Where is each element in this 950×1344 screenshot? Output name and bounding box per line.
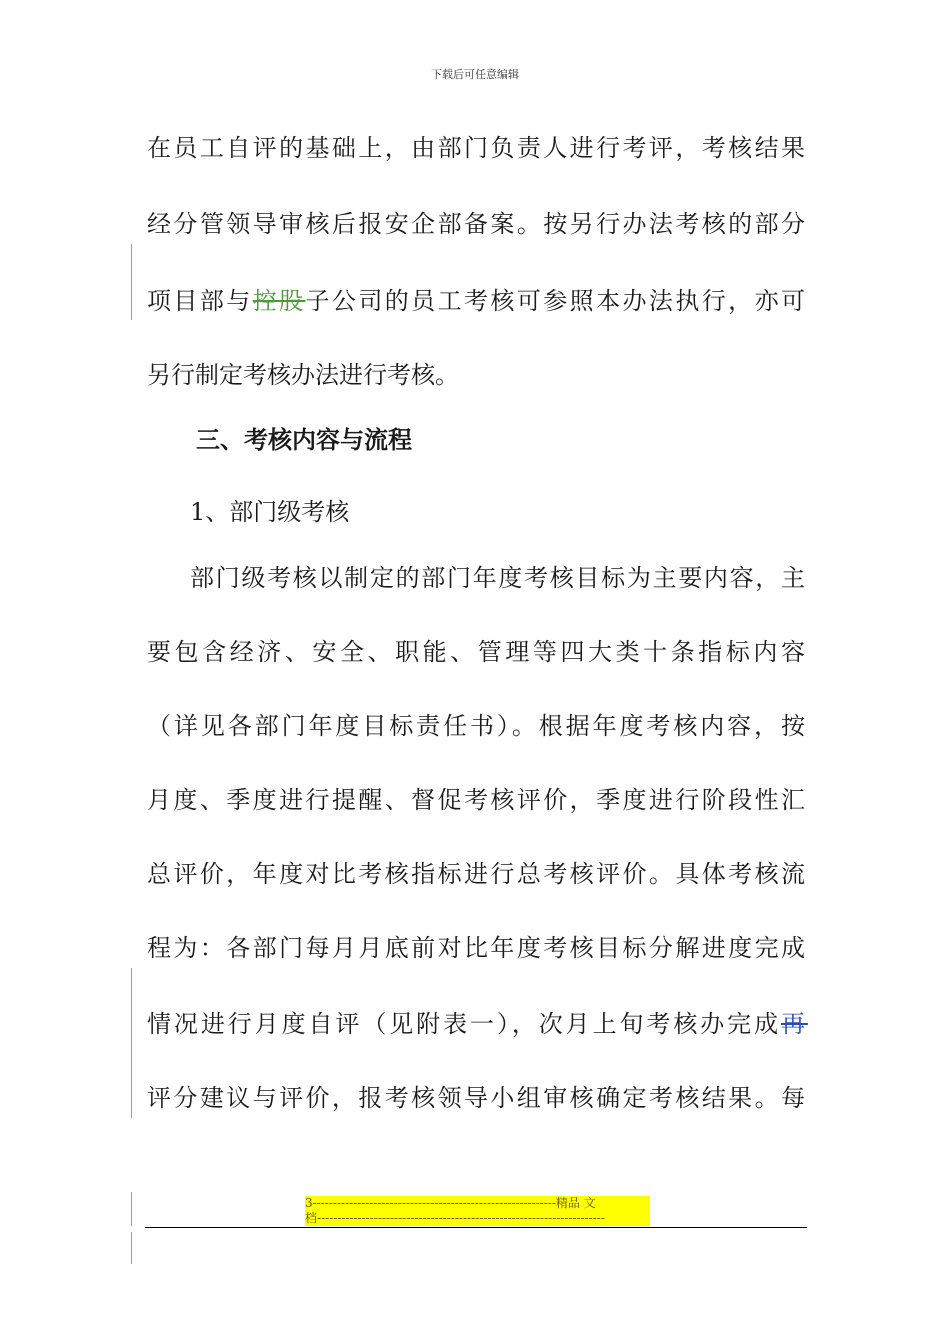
revision-bar [131,1192,132,1226]
paragraph-line: 评分建议与评价，报考核领导小组审核确定考核结果。每 [147,1084,808,1112]
revision-bar [131,244,132,320]
page-number: 3 [305,1196,313,1210]
paragraph-line: 经分管领导审核后报安企部备案。按另行办法考核的部分 [147,210,808,238]
subheading: 1、部门级考核 [190,498,350,526]
paragraph-line: 部门级考核以制定的部门年度考核目标为主要内容，主 [190,564,807,592]
revision-bar [131,1232,132,1264]
paragraph-line: （详见各部门年度目标责任书）。根据年度考核内容，按 [147,712,808,740]
footer-note: 3------------------------------------------------------------精品 文 档----------------------------------------------------------------------- [305,1196,650,1226]
paragraph-line: 程为：各部门每月月底前对比年度考核目标分解进度完成 [147,934,808,962]
page-header: 下载后可任意编辑 [431,68,519,81]
paragraph-line: 月度、季度进行提醒、督促考核评价，季度进行阶段性汇 [147,786,808,814]
paragraph-line: 另行制定考核办法进行考核。 [147,361,459,389]
paragraph-line: 总评价，年度对比考核指标进行总考核评价。具体考核流 [147,860,808,888]
paragraph-line: 情况进行月度自评（见附表一），次月上旬考核办完成再 [147,1010,808,1038]
section-heading: 三、考核内容与流程 [196,426,412,454]
revision-bar [131,968,132,1118]
paragraph-line: 项目部与控股子公司的员工考核可参照本办法执行，亦可 [147,287,808,315]
paragraph-line: 要包含经济、安全、职能、管理等四大类十条指标内容 [147,638,809,666]
footer-rule [145,1227,807,1228]
paragraph-line: 在员工自评的基础上，由部门负责人进行考评，考核结果 [147,134,808,162]
deleted-text: 控股 [252,287,306,315]
deleted-text: 再 [781,1010,808,1038]
